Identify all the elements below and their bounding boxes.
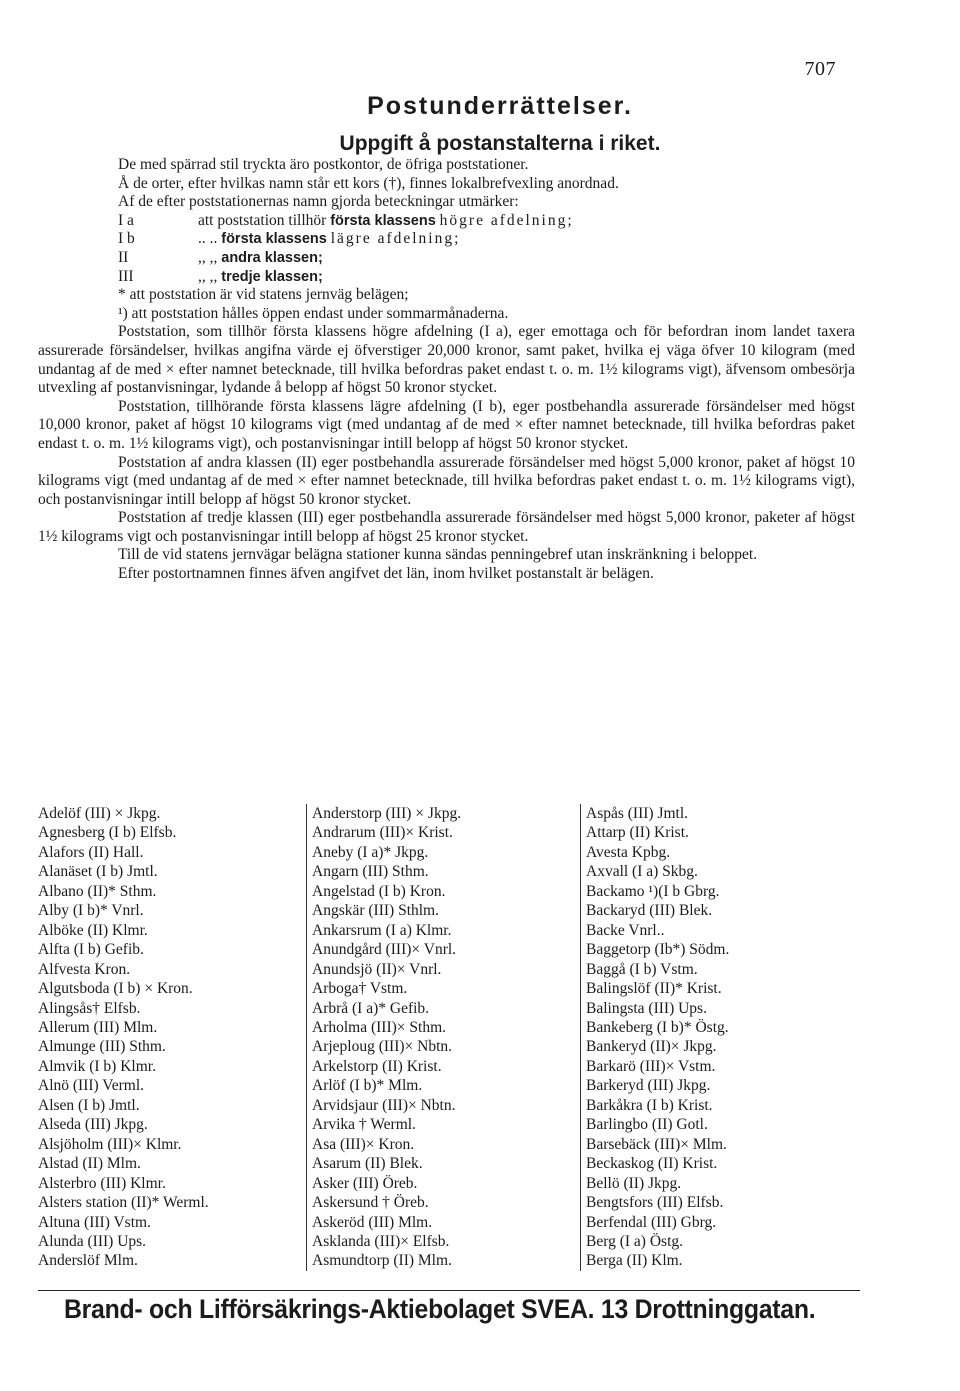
intro-line-1: De med spärrad stil tryckta äro postkontor, de öfriga poststationer.: [118, 156, 529, 173]
legend-pre: att poststation tillhör: [198, 211, 327, 229]
legend-row-iii: [38, 268, 855, 287]
paragraph-class-ib: Poststation, tillhörande första klassens lägre afdelning (I b), eger postbehandla assurerade försändelser med högst 10,000 kronor, paket af högst 10 kilograms vigt (med undantag af de med × efter namnet betecknade, till hvilka befordras paket endast t. o. m. 1½ kilograms vigt), och postanvisningar intill belopp af högst 50 kronor stycket.: [38, 397, 855, 452]
list-item: Aneby (I a)* Jkpg.: [312, 843, 429, 861]
list-item: Attarp (II) Krist.: [586, 824, 689, 842]
list-item: Avesta Kpbg.: [586, 843, 671, 861]
list-item: Alnö (III) Verml.: [38, 1077, 145, 1095]
list-item: Arvidsjaur (III)× Nbtn.: [312, 1096, 456, 1114]
list-item: Almvik (I b) Klmr.: [38, 1057, 156, 1075]
legend-post: högre afdelning;: [439, 211, 574, 229]
list-item: Barkåkra (I b) Krist.: [586, 1096, 713, 1114]
list-item: Alseda (III) Jkpg.: [38, 1116, 148, 1134]
list-item: Berg (I a) Östg.: [586, 1232, 683, 1250]
list-item: Barkeryd (III) Jkpg.: [586, 1077, 711, 1095]
list-item: Asklanda (III)× Elfsb.: [312, 1232, 450, 1250]
footer-advertisement: Brand- och Lifförsäkrings-Aktiebolaget SVEA. 13 Drottninggatan.: [64, 1294, 816, 1324]
list-item: Alböke (II) Klmr.: [38, 921, 148, 939]
list-item: Angelstad (I b) Kron.: [312, 882, 446, 900]
list-item: Baggetorp (Ib*) Södm.: [586, 941, 730, 959]
list-item: Beckaskog (II) Krist.: [586, 1155, 718, 1173]
list-item: Aspås (III) Jmtl.: [586, 805, 689, 822]
legend-post: lägre afdelning;: [330, 230, 461, 248]
list-item: Alafors (II) Hall.: [38, 843, 144, 861]
legend-pre: ,, ,,: [198, 267, 218, 285]
list-item: Altuna (III) Vstm.: [38, 1213, 151, 1231]
list-item: Berfendal (III) Gbrg.: [586, 1213, 717, 1231]
star-note: * att poststation är vid statens jernväg belägen;: [118, 286, 409, 304]
intro-section: [38, 156, 855, 584]
page-title: Postunderrättelser.: [367, 92, 633, 120]
paragraph-lan: Efter postortnamnen finnes äfven angifvet det län, inom hvilket postanstalt är belägen.: [118, 565, 654, 583]
list-item: Bankeberg (I b)* Östg.: [586, 1018, 729, 1036]
legend-desc: första klassens: [330, 212, 436, 229]
list-item: Balingsta (III) Ups.: [586, 999, 707, 1017]
list-item: Agnesberg (I b) Elfsb.: [38, 824, 177, 842]
list-item: Alsjöholm (III)× Klmr.: [38, 1135, 182, 1153]
list-item: Angskär (III) Sthlm.: [312, 902, 439, 920]
list-item: Baggå (I b) Vstm.: [586, 960, 698, 978]
list-item: Anderstorp (III) × Jkpg.: [312, 805, 462, 822]
list-item: Anundsjö (II)× Vnrl.: [312, 960, 442, 978]
list-item: Bankeryd (II)× Jkpg.: [586, 1038, 717, 1056]
list-item: Bellö (II) Jkpg.: [586, 1174, 682, 1192]
paragraph-class-iii: Poststation af tredje klassen (III) eger postbehandla assurerade försändelser med högst 5,000 kronor, paketer af högst 1½ kilograms vigt och postanvisningar intill belopp af högst 25 kronor stycket.: [38, 509, 855, 545]
legend-class: III: [118, 267, 134, 285]
list-item: Ankarsrum (I a) Klmr.: [312, 921, 452, 939]
list-item: Arvika † Werml.: [312, 1116, 416, 1134]
legend-pre: ,, ,,: [198, 248, 218, 266]
list-item: Axvall (I a) Skbg.: [586, 863, 698, 881]
list-item: Alstad (II) Mlm.: [38, 1155, 141, 1173]
list-item: Alsterbro (III) Klmr.: [38, 1174, 166, 1192]
list-item: Asa (III)× Kron.: [312, 1135, 415, 1153]
list-item: Arholma (III)× Sthm.: [312, 1018, 447, 1036]
legend-pre: .. ..: [198, 230, 218, 248]
paren-note: ¹) att poststation hålles öppen endast under sommarmånaderna.: [118, 304, 509, 322]
legend-class: I b: [118, 230, 135, 248]
paragraph-class-ii: Poststation af andra klassen (II) eger postbehandla assurerade försändelser med högst 5,000 kronor, paket af högst 10 kilograms vigt (med undantag af de med × efter namnet betecknade, till hvilka befordras paket endast t. o. m. 1½ kilograms vigt), och postanvisningar intill belopp af högst 50 kronor stycket.: [38, 453, 855, 508]
list-column-1: [38, 804, 300, 1271]
legend-row-ii: [38, 249, 855, 268]
list-item: Backaryd (III) Blek.: [586, 902, 713, 920]
paragraph-class-ia: Poststation, som tillhör första klassens högre afdelning (I a), eger emottaga och för befordran inom landet taxera assurerade försändelser, hvilkas angifna värde ej öfverstiger 20,000 kronor, samt paket, hvilka ej väga öfver 10 kilogram (med undantag af de med × efter namnet betecknade, till hvilka befordras paket endast t. o. m. 1½ kilograms vigt), äfvensom ombesörja utvexling af postanvisningar, lydande å belopp af högst 50 kronor stycket.: [38, 323, 855, 397]
list-item: Backamo ¹)(I b Gbrg.: [586, 882, 720, 900]
legend-desc: tredje klassen;: [221, 268, 323, 285]
list-item: Barsebäck (III)× Mlm.: [586, 1135, 727, 1153]
paragraph-railway: Till de vid statens jernvägar belägna stationer kunna sändas penningebref utan inskränkning i beloppet.: [118, 546, 758, 564]
list-item: Alby (I b)* Vnrl.: [38, 902, 144, 920]
list-item: Alsen (I b) Jmtl.: [38, 1096, 140, 1114]
page-number: 707: [804, 58, 836, 80]
legend-class: II: [118, 248, 129, 266]
list-item: Angarn (III) Sthm.: [312, 863, 429, 881]
list-column-3: [580, 804, 862, 1271]
list-item: Alfta (I b) Gefib.: [38, 941, 144, 959]
list-item: Albano (II)* Sthm.: [38, 882, 157, 900]
list-item: Asarum (II) Blek.: [312, 1155, 423, 1173]
footer-rule: [38, 1290, 860, 1291]
list-item: Alanäset (I b) Jmtl.: [38, 863, 158, 881]
list-item: Barkarö (III)× Vstm.: [586, 1057, 716, 1075]
page-subtitle: Uppgift å postanstalterna i riket.: [339, 132, 661, 155]
legend-intro: Af de efter poststationernas namn gjorda beteckningar utmärker:: [118, 193, 519, 211]
list-item: Alingsås† Elfsb.: [38, 999, 141, 1017]
list-item: Asker (III) Öreb.: [312, 1174, 418, 1192]
list-item: Askersund † Öreb.: [312, 1194, 429, 1212]
list-item: Arjeploug (III)× Nbtn.: [312, 1038, 453, 1056]
list-item: Almunge (III) Sthm.: [38, 1038, 166, 1056]
intro-line-2: Å de orter, efter hvilkas namn står ett kors (†), finnes lokalbrefvexling anordnad.: [118, 174, 619, 192]
list-item: Berga (II) Klm.: [586, 1252, 683, 1270]
list-item: Alfvesta Kron.: [38, 960, 131, 978]
list-item: Algutsboda (I b) × Kron.: [38, 980, 193, 998]
list-item: Andrarum (III)× Krist.: [312, 824, 453, 842]
legend-desc: första klassens: [221, 231, 327, 248]
list-item: Adelöf (III) × Jkpg.: [38, 805, 161, 822]
list-item: Arkelstorp (II) Krist.: [312, 1057, 442, 1075]
list-item: Askeröd (III) Mlm.: [312, 1213, 433, 1231]
legend-row-ia: [38, 212, 855, 231]
list-item: Barlingbo (II) Gotl.: [586, 1116, 708, 1134]
list-item: Arlöf (I b)* Mlm.: [312, 1077, 423, 1095]
legend-desc: andra klassen;: [221, 249, 323, 266]
list-item: Alsters station (II)* Werml.: [38, 1194, 209, 1212]
list-item: Anundgård (III)× Vnrl.: [312, 941, 457, 959]
legend-class: I a: [118, 211, 134, 229]
post-office-list: [38, 804, 858, 1284]
list-item: Backe Vnrl..: [586, 921, 665, 939]
list-item: Alunda (III) Ups.: [38, 1232, 147, 1250]
list-item: Asmundtorp (II) Mlm.: [312, 1252, 452, 1270]
list-column-2: [306, 804, 582, 1271]
list-item: Arbrå (I a)* Gefib.: [312, 999, 430, 1017]
list-item: Balingslöf (II)* Krist.: [586, 980, 722, 998]
list-item: Arboga† Vstm.: [312, 980, 408, 998]
list-item: Bengtsfors (III) Elfsb.: [586, 1194, 724, 1212]
legend-row-ib: [38, 230, 855, 249]
list-item: Allerum (III) Mlm.: [38, 1018, 158, 1036]
list-item: Anderslöf Mlm.: [38, 1252, 138, 1270]
